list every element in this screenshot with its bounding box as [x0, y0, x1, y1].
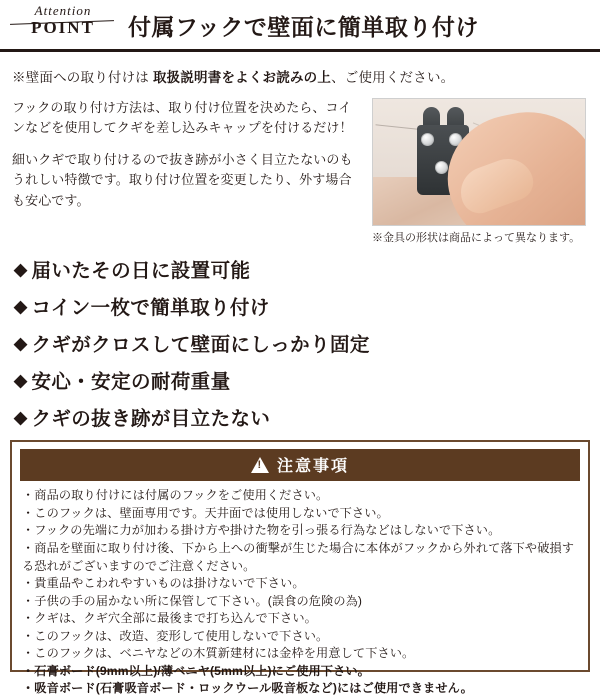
- notice-prefix: ※壁面への取り付けは: [12, 70, 153, 85]
- list-item: ・子供の手の届かない所に保管して下さい。(誤食の危険の為): [22, 593, 363, 608]
- feature-label: 安心・安定の耐荷重量: [31, 371, 231, 394]
- list-item: [14, 292, 588, 320]
- description-paragraph: フックの取り付け方法は、取り付け位置を決めたら、コインなどを使用してクギを差し込みキャップを付けるだけ！: [12, 100, 353, 136]
- notice-suffix: 、ご使用ください。: [331, 70, 455, 85]
- caution-title: 注意事項: [276, 458, 349, 476]
- body-section: [0, 98, 600, 245]
- list-item: ・貴重品やこわれやすいものは掛けないで下さい。: [22, 576, 305, 591]
- list-item: [14, 366, 588, 394]
- list-item: ・クギは、クギ穴全部に最後まで打ち込んで下さい。: [22, 611, 317, 626]
- diamond-bullet-icon: ◆: [14, 259, 28, 279]
- list-item: [14, 329, 588, 357]
- list-item: [14, 403, 588, 431]
- nail-head-icon: [435, 161, 448, 174]
- feature-label: クギの抜き跡が目立たない: [31, 408, 271, 431]
- caution-list: [22, 487, 578, 698]
- notice-strong: 取扱説明書をよくお読みの上: [152, 70, 332, 85]
- attention-word: Attention: [34, 3, 92, 18]
- list-item: ・商品を壁面に取り付け後、下から上への衝撃が生じた場合に本体がフックから外れて落下や破損する恐れがございますのでご注意ください。: [22, 540, 575, 573]
- list-item: ・石膏ボード(9mm以上)/薄ベニヤ(5mm以上)にご使用下さい。: [22, 663, 370, 678]
- feature-label: クギがクロスして壁面にしっかり固定: [31, 334, 370, 357]
- nail-head-icon: [421, 133, 434, 146]
- list-item: ・フックの先端に力が加わる掛け方や掛けた物を引っ張る行為などはしないで下さい。: [22, 523, 501, 538]
- header: [0, 0, 600, 52]
- point-word: POINT: [31, 17, 95, 37]
- photo-column: [372, 98, 588, 245]
- notice-line: [12, 66, 588, 86]
- list-item: ・吸音ボード(石膏吸音ボード・ロックウール吸音板など)にはご使用できません。: [22, 681, 473, 696]
- installation-photo: [372, 98, 586, 226]
- list-item: [14, 255, 588, 283]
- list-item: ・このフックは、ベニヤなどの木質新建材には金枠を用意して下さい。: [22, 646, 415, 661]
- caution-box: [10, 440, 590, 696]
- page-title: 付属フックで壁面に簡単取り付け: [128, 14, 479, 40]
- warning-triangle-icon: [251, 457, 269, 473]
- diamond-bullet-icon: ◆: [14, 296, 28, 316]
- diamond-bullet-icon: ◆: [14, 407, 28, 427]
- list-item: ・商品の取り付けには付属のフックをご使用ください。: [22, 488, 329, 503]
- photo-caption: ※金具の形状は商品によって異なります。: [372, 232, 581, 244]
- list-item: ・このフックは、改造、変形して使用しないで下さい。: [22, 628, 329, 643]
- description-column: [12, 98, 364, 223]
- diamond-bullet-icon: ◆: [14, 333, 28, 353]
- caution-header: [20, 449, 580, 481]
- description-paragraph: 細いクギで取り付けるので抜き跡が小さく目立たないのもうれしい特徴です。取り付け位置を変更したり、外す場合も安心です。: [12, 152, 353, 208]
- feature-label: 届いたその日に設置可能: [31, 260, 251, 283]
- diamond-bullet-icon: ◆: [14, 370, 28, 390]
- list-item: ・このフックは、壁面専用です。天井面では使用しないで下さい。: [22, 505, 389, 520]
- feature-label: コイン一枚で簡単取り付け: [31, 297, 270, 320]
- feature-list: [0, 245, 600, 431]
